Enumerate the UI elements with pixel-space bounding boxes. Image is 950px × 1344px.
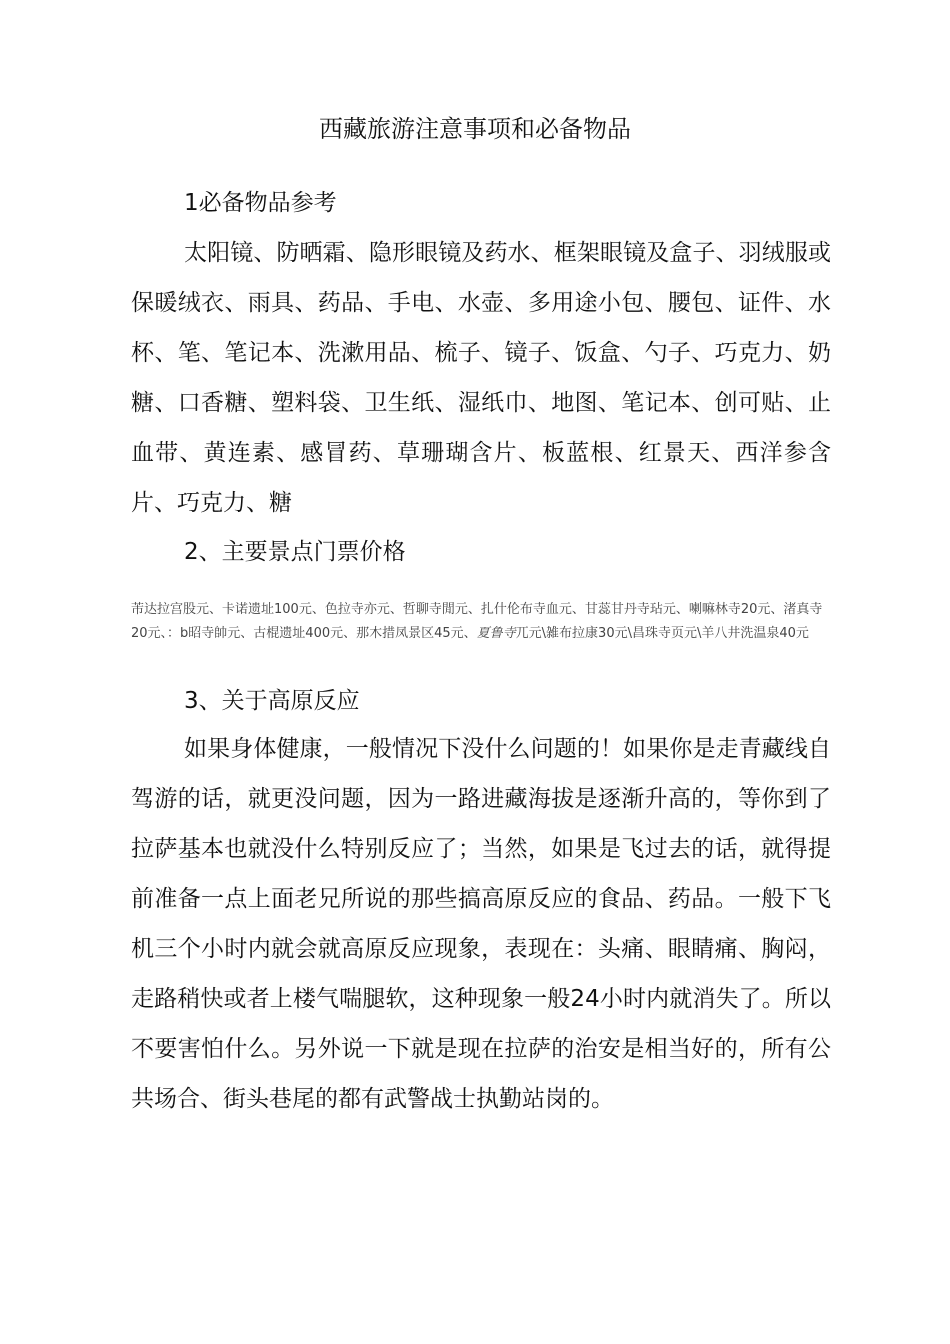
section-body-items: 太阳镜、防晒霜、隐形眼镜及药水、框架眼镜及盒子、羽绒服或保暖绒衣、雨具、药品、手电、水壶、多用途小包、腰包、证件、水杯、笔、笔记本、洗漱用品、梳子、镜子、饭盒、勺子、巧克力、奶糖、口香糖、塑料袋、卫生纸、湿纸巾、地图、笔记本、创可贴、止血带、黄连素、感冒药、草珊瑚含片、板蓝根、红景天、西洋参含片、巧克力、糖 [131, 240, 831, 516]
tickets-text-part2: 兀元\雑布拉康30元\昌珠寺页元\羊八井洗温泉40元 [515, 626, 809, 641]
section-heading-tickets: 2、主要景点门票价格 [184, 539, 406, 565]
page-title: 西藏旅游注意事项和必备物品 [319, 115, 631, 143]
section-body-tickets [131, 598, 836, 646]
tickets-text-part1: 芾达拉宫股元、卡诺遗址100元、色拉寺亦元、哲聊寺閒元、扎什伦布寺血元、甘蕊甘丹寺玷元、喇嘛林寺20元、渚真寺20元、：b昭寺帥元、古棍遗址400元、那木措凤景区45元、 [131, 602, 823, 641]
tickets-text-italic: 夏鲁寺 [476, 626, 516, 641]
section-heading-items: 1必备物品参考 [184, 190, 337, 216]
section-heading-altitude: 3、关于高原反应 [184, 688, 360, 714]
section-body-altitude: 如果身体健康，一般情况下没什么问题的！如果你是走青藏线自驾游的话，就更没问题，因为一路进藏海拔是逐渐升高的，等你到了拉萨基本也就没什么特别反应了；当然，如果是飞过去的话，就得提前准备一点上面老兄所说的那些搞高原反应的食品、药品。一般下飞机三个小时内就会就高原反应现象，表现在：头痛、眼睛痛、胸闷，走路稍快或者上楼气喘腿软，这种现象一般24小时内就消失了。所以不要害怕什么。另外说一下就是现在拉萨的治安是相当好的，所有公共场合、街头巷尾的都有武警战士执勤站岗的。 [131, 736, 831, 1112]
